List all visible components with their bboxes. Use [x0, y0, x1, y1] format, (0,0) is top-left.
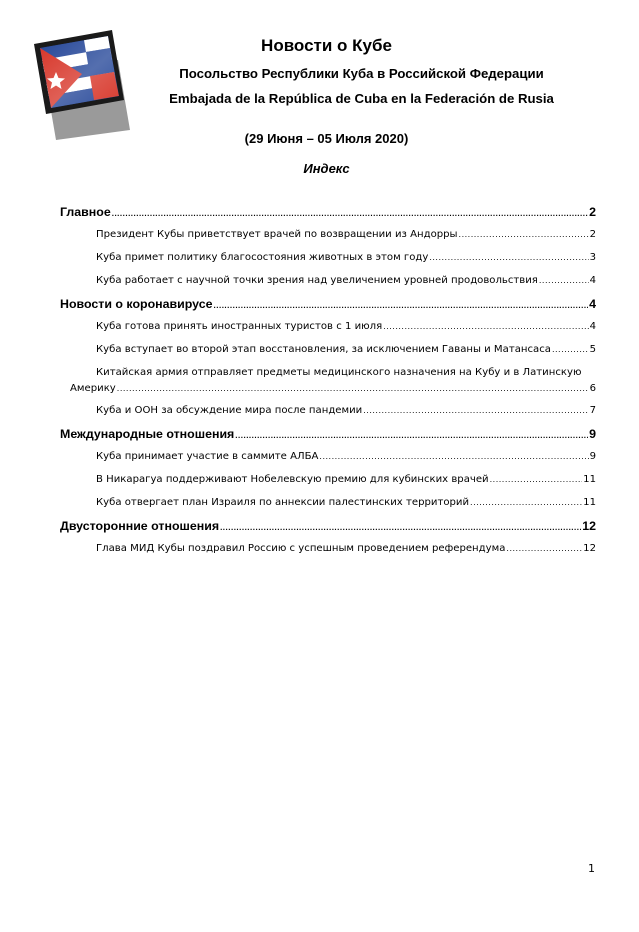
- toc-section-title: Двусторонние отношения: [60, 519, 220, 533]
- toc-page-number: 4: [589, 321, 596, 332]
- embassy-name-es: Embajada de la República de Cuba en la Federación de Rusia: [169, 91, 554, 106]
- toc-item-text: Куба и ООН за обсуждение мира после пандемии: [96, 405, 363, 416]
- toc-item[interactable]: [60, 342, 596, 365]
- toc-leader: [214, 298, 589, 314]
- toc-page-number: 7: [589, 405, 596, 416]
- toc-item[interactable]: [60, 319, 596, 342]
- toc-page-number: 3: [589, 252, 596, 263]
- toc-leader: [490, 472, 583, 488]
- toc-leader: [235, 428, 588, 444]
- toc-item[interactable]: [60, 273, 596, 296]
- toc-page-number: 2: [589, 229, 596, 240]
- toc-page-number: 11: [583, 497, 596, 508]
- toc-leader: [506, 541, 582, 557]
- toc-page-number: 5: [589, 344, 596, 355]
- index-heading: Индекс: [303, 161, 350, 176]
- toc-leader: [539, 273, 589, 289]
- toc-item-text: Глава МИД Кубы поздравил Россию с успешным проведением референдума: [96, 543, 506, 554]
- toc-leader: [429, 250, 588, 266]
- toc-leader: [552, 342, 589, 358]
- toc-leader: [112, 206, 588, 222]
- toc-item-text: Куба вступает во второй этап восстановления, за исключением Гаваны и Матансаса: [96, 344, 551, 355]
- toc-leader: [319, 449, 588, 465]
- toc-page-number: 12: [582, 519, 596, 533]
- toc-section[interactable]: [60, 204, 596, 227]
- document-title: Новости о Кубе: [261, 36, 392, 55]
- table-of-contents: [60, 204, 596, 564]
- toc-item-text: Куба отвергает план Израиля по аннексии палестинских территорий: [96, 497, 470, 508]
- toc-item[interactable]: [60, 365, 596, 397]
- toc-item[interactable]: [60, 403, 596, 426]
- toc-page-number: 9: [589, 427, 596, 441]
- toc-page-number: 12: [583, 543, 596, 554]
- page-number: 1: [588, 862, 595, 875]
- toc-item-text: Китайская армия отправляет предметы медицинского назначения на Кубу и в Латинскую: [96, 367, 582, 378]
- toc-section-title: Международные отношения: [60, 427, 235, 441]
- toc-item-text-continued: Америку: [70, 383, 116, 394]
- toc-item[interactable]: [60, 541, 596, 564]
- toc-section[interactable]: [60, 296, 596, 319]
- toc-item-text: Куба работает с научной точки зрения над увеличением уровней продовольствия: [96, 275, 538, 286]
- toc-item-text: Куба примет политику благосостояния животных в этом году: [96, 252, 429, 263]
- toc-leader: [363, 403, 588, 419]
- toc-item[interactable]: [60, 227, 596, 250]
- toc-leader: [220, 520, 581, 536]
- toc-leader: [459, 227, 589, 243]
- toc-page-number: 2: [589, 205, 596, 219]
- toc-page-number: 4: [589, 275, 596, 286]
- toc-item[interactable]: [60, 495, 596, 518]
- toc-section-title: Новости о коронавирусе: [60, 297, 213, 311]
- embassy-name-ru: Посольство Республики Куба в Российской Федерации: [179, 66, 544, 81]
- toc-item-text: Президент Кубы приветствует врачей по возвращении из Андорры: [96, 229, 458, 240]
- toc-page-number: 4: [589, 297, 596, 311]
- toc-section[interactable]: [60, 518, 596, 541]
- toc-section-title: Главное: [60, 205, 111, 219]
- toc-item[interactable]: [60, 449, 596, 472]
- toc-item[interactable]: [60, 472, 596, 495]
- toc-leader: [383, 319, 588, 335]
- toc-leader: [117, 381, 589, 397]
- toc-item[interactable]: [60, 250, 596, 273]
- toc-item-text: Куба принимает участие в саммите АЛБА: [96, 451, 319, 462]
- toc-item-text: В Никарагуа поддерживают Нобелевскую премию для кубинских врачей: [96, 474, 489, 485]
- toc-leader: [470, 495, 582, 511]
- toc-section[interactable]: [60, 426, 596, 449]
- toc-page-number: 6: [589, 383, 596, 394]
- toc-page-number: 9: [589, 451, 596, 462]
- toc-page-number: 11: [583, 474, 596, 485]
- date-range: (29 Июня – 05 Июля 2020): [244, 131, 409, 146]
- toc-item-text: Куба готова принять иностранных туристов с 1 июля: [96, 321, 383, 332]
